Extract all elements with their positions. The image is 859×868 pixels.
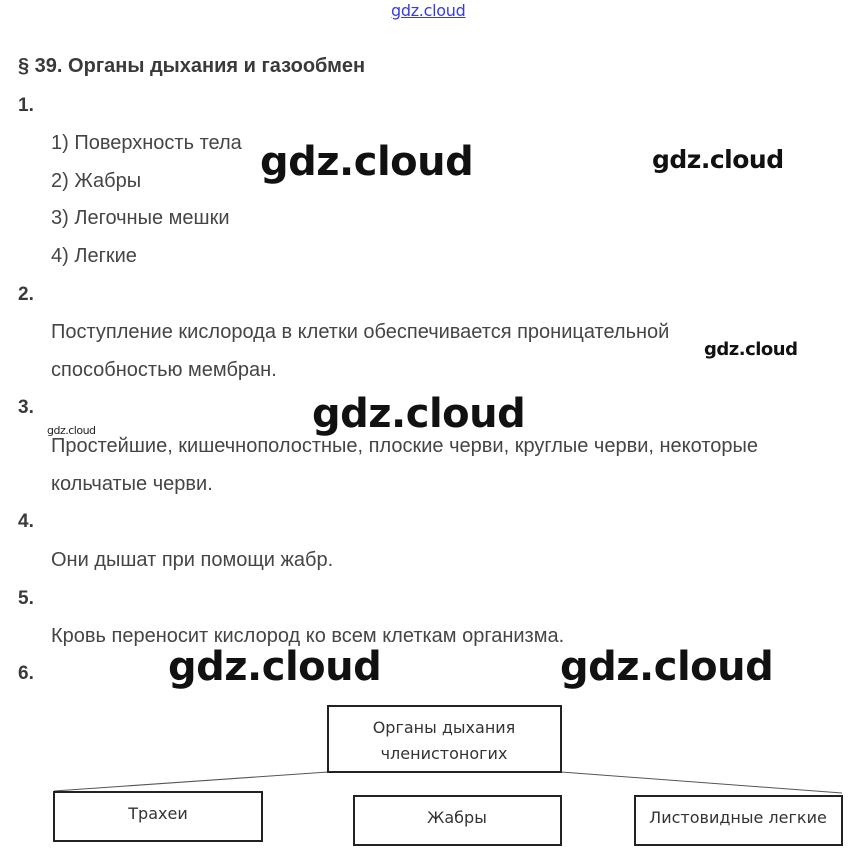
- diagram-child-label: Листовидные легкие: [649, 808, 827, 827]
- page-title: § 39. Органы дыхания и газообмен: [18, 55, 366, 77]
- answer-line: Кровь переносит кислород ко всем клеткам организма.: [51, 625, 565, 647]
- question-number-5: 5.: [18, 588, 34, 609]
- watermark: gdz.cloud: [312, 391, 526, 437]
- answer-line: способностью мембран.: [51, 359, 277, 381]
- watermark: gdz.cloud: [560, 644, 774, 690]
- watermark: gdz.cloud: [652, 145, 784, 174]
- answer-line: 2) Жабры: [51, 170, 142, 192]
- diagram-root-label-line1: Органы дыхания: [372, 718, 516, 737]
- diagram-child-label: Трахеи: [128, 804, 188, 823]
- answer-line: 4) Легкие: [51, 245, 137, 267]
- site-link[interactable]: gdz.cloud: [391, 1, 466, 20]
- watermark: gdz.cloud: [47, 424, 96, 437]
- question-number-4: 4.: [18, 511, 34, 532]
- question-number-2: 2.: [18, 284, 34, 305]
- answer-line: Простейшие, кишечнополостные, плоские черви, круглые черви, некоторые: [51, 435, 759, 457]
- connector-line: [561, 772, 842, 793]
- question-number-3: 3.: [18, 397, 34, 418]
- connector-line: [54, 772, 328, 791]
- question-number-1: 1.: [18, 95, 34, 116]
- answer-line: Поступление кислорода в клетки обеспечивается проницательной: [51, 321, 670, 343]
- diagram-child-label: Жабры: [427, 808, 487, 827]
- watermark: gdz.cloud: [704, 339, 798, 360]
- answer-line: 1) Поверхность тела: [51, 132, 242, 154]
- diagram-root-label-line2: членистоногих: [380, 744, 508, 763]
- respiratory-organs-diagram: [0, 700, 859, 868]
- answer-line: Они дышат при помощи жабр.: [51, 549, 334, 571]
- answer-line: 3) Легочные мешки: [51, 207, 230, 229]
- watermark: gdz.cloud: [260, 139, 474, 185]
- question-number-6: 6.: [18, 663, 34, 684]
- watermark: gdz.cloud: [168, 644, 382, 690]
- answer-line: кольчатые черви.: [51, 473, 213, 495]
